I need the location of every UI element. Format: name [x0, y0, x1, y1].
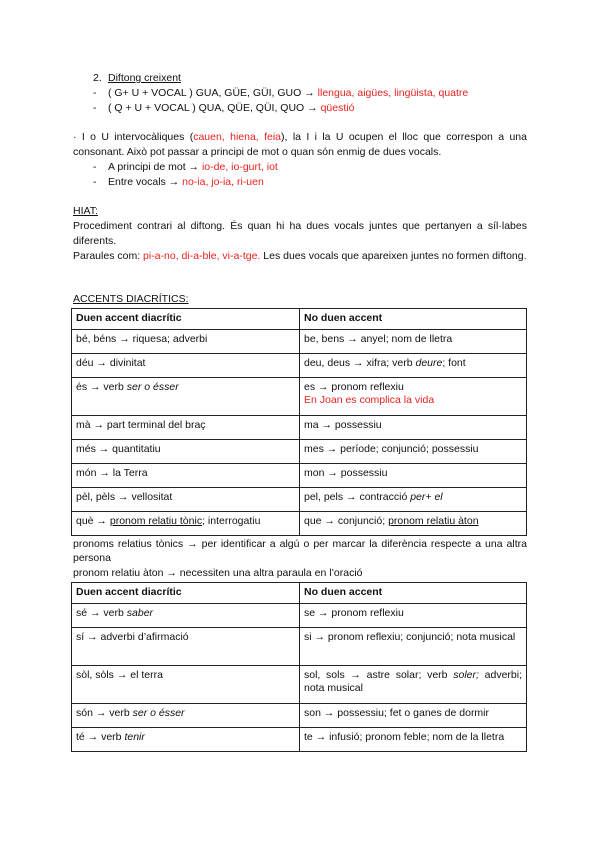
- bullet-text: ( Q + U + VOCAL ) QUA, QÜE, QÜI, QUO →: [108, 102, 321, 114]
- table-cell: [72, 512, 300, 536]
- text: ), la I i la U ocupen el lloc que correspon a una consonant. Això pot passar a principi de mot o quan són enmig de dues vocals.: [73, 131, 527, 158]
- examples: cauen, hiena, feia: [193, 131, 282, 143]
- text: adverbi; nota musical: [304, 669, 522, 694]
- paragraph-hiat-examples: [73, 249, 527, 264]
- italic-text: deure: [415, 357, 443, 369]
- bullet-qua: [108, 101, 354, 115]
- table-cell: bé, béns → riquesa; adverbi: [72, 330, 300, 354]
- table-cell: [300, 378, 527, 416]
- text: té → verb: [76, 731, 125, 743]
- table-cell: [300, 488, 527, 512]
- table-row: [72, 378, 527, 416]
- text: són → verb: [76, 707, 133, 719]
- table-cell: sí → adverbi d’afirmació: [72, 628, 300, 666]
- bullet-examples: io-de, io-gurt, iot: [201, 161, 278, 173]
- italic-text: ser o ésser: [126, 381, 179, 393]
- bullet-dash: -: [93, 176, 97, 188]
- table-cell: mes → període; conjunció; possessiu: [300, 440, 527, 464]
- paragraph-intervocal: [73, 130, 527, 160]
- bullet-examples: llengua, aigües, lingüista, quatre: [317, 87, 469, 99]
- list-number: 2.: [93, 72, 102, 84]
- bullet-examples: qüestió: [320, 102, 355, 114]
- table-row: [72, 488, 527, 512]
- column-header: Duen accent diacrític: [72, 309, 300, 330]
- section-title-diftong: Diftong creixent: [108, 72, 181, 84]
- table-row: [72, 330, 527, 354]
- table-row: [72, 464, 527, 488]
- text: ; interrogatiu: [202, 515, 261, 527]
- table-row: [72, 416, 527, 440]
- table-cell: se → pronom reflexiu: [300, 604, 527, 628]
- table-cell: [300, 354, 527, 378]
- text: sol, sols → astre solar; verb: [304, 669, 454, 681]
- italic-text: per+ el: [410, 491, 443, 503]
- text: Paraules com:: [73, 250, 144, 262]
- text: què →: [76, 515, 110, 527]
- example-sentence: En Joan es complica la vida: [304, 394, 435, 406]
- section-title-hiat: HIAT:: [73, 205, 98, 217]
- table-row: [72, 666, 527, 704]
- table-cell: [72, 728, 300, 752]
- section-title-accents: ACCENTS DIACRÍTICS:: [73, 293, 189, 305]
- underlined-text: pronom relatiu àton: [388, 515, 479, 527]
- text: és → verb: [76, 381, 127, 393]
- text: · I o U intervocàliques (: [73, 131, 194, 143]
- bullet-text: A principi de mot →: [108, 161, 202, 173]
- accents-table-2: [71, 582, 527, 752]
- text: pel, pels → contracció: [304, 491, 411, 503]
- table-cell: [72, 704, 300, 728]
- table-cell: te → infusió; pronom feble; nom de la lletra: [300, 728, 527, 752]
- italic-text: tenir: [124, 731, 145, 743]
- bullet-gua: [108, 86, 468, 100]
- table-cell: mon → possessiu: [300, 464, 527, 488]
- column-header: No duen accent: [300, 583, 527, 604]
- table-row: [72, 728, 527, 752]
- italic-text: soler;: [453, 669, 479, 681]
- table-cell: sòl, sòls → el terra: [72, 666, 300, 704]
- table-row: [72, 628, 527, 666]
- accents-table-1: [71, 308, 527, 536]
- table-header-row: [72, 583, 527, 604]
- table-row: [72, 440, 527, 464]
- table-cell: [300, 512, 527, 536]
- table-cell: mà → part terminal del braç: [72, 416, 300, 440]
- table-cell: món → la Terra: [72, 464, 300, 488]
- table-header-row: [72, 309, 527, 330]
- underlined-text: pronom relatiu tònic: [109, 515, 203, 527]
- italic-text: saber: [126, 607, 154, 619]
- table-cell: [72, 378, 300, 416]
- table-cell: ma → possessiu: [300, 416, 527, 440]
- bullet-examples: no-ia, jo-ia, ri-uen: [182, 176, 264, 188]
- italic-text: ser o ésser: [132, 707, 185, 719]
- table-cell: son → possessiu; fet o ganes de dormir: [300, 704, 527, 728]
- table-row: [72, 512, 527, 536]
- text: sé → verb: [76, 607, 127, 619]
- column-header: No duen accent: [300, 309, 527, 330]
- table-row: [72, 704, 527, 728]
- bullet-text: ( G+ U + VOCAL ) GUA, GÜE, GÜI, GUO →: [108, 87, 318, 99]
- column-header: Duen accent diacrític: [72, 583, 300, 604]
- table-cell: pèl, pèls → vellositat: [72, 488, 300, 512]
- bullet-dash: -: [93, 102, 97, 114]
- table-cell: més → quantitatiu: [72, 440, 300, 464]
- table-cell: be, bens → anyel; nom de lletra: [300, 330, 527, 354]
- text: Les dues vocals que apareixen juntes no formen diftong.: [260, 250, 527, 262]
- text: es → pronom reflexiu: [304, 381, 404, 393]
- text: deu, deus → xifra; verb: [304, 357, 416, 369]
- table-row: [72, 354, 527, 378]
- bullet-entre-vocals: [108, 175, 264, 189]
- table-cell: [72, 604, 300, 628]
- examples: pi-a-no, di-a-ble, vi-a-tge.: [143, 250, 261, 262]
- bullet-dash: -: [93, 87, 97, 99]
- bullet-principi: [108, 160, 278, 174]
- paragraph-hiat-definition: Procediment contrari al diftong. És quan hi ha dues vocals juntes que pertanyen a síl·labes diferents.: [73, 220, 527, 247]
- note-pronoms-tonics: pronoms relatius tònics → per identificar a algú o per marcar la diferència respecte a una altra persona: [73, 538, 527, 564]
- table-cell: [300, 666, 527, 704]
- bullet-dash: -: [93, 161, 97, 173]
- note-pronom-aton: pronom relatiu àton → necessiten una altra paraula en l’oració: [73, 567, 363, 579]
- bullet-text: Entre vocals →: [108, 176, 183, 188]
- text: ; font: [442, 357, 466, 369]
- table-cell: déu → divinitat: [72, 354, 300, 378]
- text: que → conjunció;: [304, 515, 389, 527]
- table-cell: si → pronom reflexiu; conjunció; nota musical: [300, 628, 527, 666]
- table-row: [72, 604, 527, 628]
